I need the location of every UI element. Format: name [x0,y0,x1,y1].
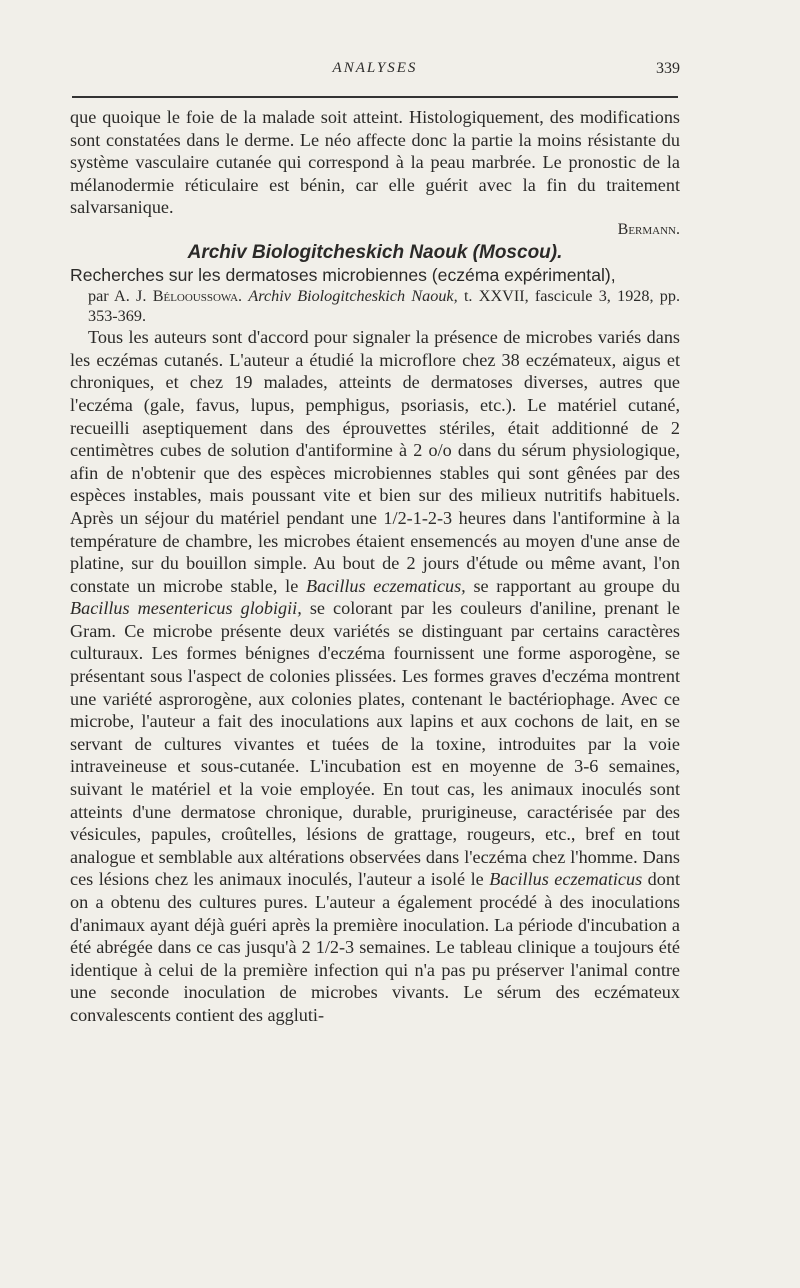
citation-author: Bélooussowa. [152,287,243,306]
species-name-3: Bacillus eczematicus [489,869,643,890]
citation-journal: Archiv Biologitcheskich Naouk, [248,287,458,306]
body-text-2: se rapportant au groupe du [473,575,681,596]
header-rule [72,96,678,98]
article-body-paragraph [70,326,680,1026]
page-body [70,106,680,1027]
citation-details: t. XXVII, fascicule 3, 1928, pp. 353-369. [88,287,681,326]
article-citation [70,286,680,326]
species-name-2: Bacillus mesentericus globigii, [70,598,302,619]
body-text-4: dont on a obtenu des cultures pures. L'auteur a également procédé à des inoculations d'animaux ayant déjà guéri après la première inoculation. La période d'incubation a été abrégée dans ce cas jusqu'à 2 1/2-3 semaines. Le tableau clinique a toujours été identique à celui de la première infection qui n'a pas pu préserver l'animal contre une seconde inoculation de microbes vivants. Le sérum des eczémateux convalescents contient des aggluti- [70,869,680,1025]
article-title: Recherches sur les dermatoses microbiennes (eczéma expérimental), [70,265,616,286]
species-name-1: Bacillus eczematicus, [306,575,466,596]
citation-par: par A. J. [88,287,147,306]
continuation-paragraph: que quoique le foie de la malade soit atteint. Histologiquement, des modifications sont constatées dans le derme. Le néo affecte donc la partie la moins résistante du système vasculaire cutanée qui correspond à la peau marbrée. Le pronostic de la mélanodermie réticulaire est bénin, car elle guérit avec la fin du traitement salvarsanique. [70,107,680,218]
review-signature: Bermann. [617,220,680,238]
body-text-3: se colorant par les couleurs d'aniline, prenant le Gram. Ce microbe présente deux variétés se distinguant par certains caractères culturaux. Les formes bénignes d'eczéma fournissent une forme asporogène, se présentant sous l'aspect de colonies plissées. Les formes graves d'eczéma montrent une variété asprorogène, aux colonies plates, contenant le bactériophage. Avec ce microbe, l'auteur a fait des inoculations aux lapins et aux cochons de lait, en se servant de cultures vivantes et tuées de la toxine, introduites par la voie intraveineuse et sous-cutanée. L'incubation est en moyenne de 3-6 semaines, suivant le matériel et la voie employée. En tout cas, les animaux inoculés sont atteints d'une dermatose chronique, durable, prurigineuse, caractérisée par des vésicules, papules, croûtelles, lésions de grattage, rougeurs, etc., bref en tout analogue et semblable aux altérations observées dans l'eczéma chez l'homme. Dans ces lésions chez les animaux inoculés, l'auteur a isolé le [70,598,680,890]
body-text-1: Tous les auteurs sont d'accord pour signaler la présence de microbes variés dans les eczémas cutanés. L'auteur a étudié la microflore chez 38 eczémateux, aigus et chroniques, et chez 19 malades, atteints de dermatoses diverses, autres que l'eczéma (gale, favus, lupus, pemphigus, psoriasis, etc.). Le matériel cutané, recueilli aseptiquement dans des éprouvettes stériles, était additionné de 2 centimètres cubes de solution d'antiformine à 2 o/o dans du sérum physiologique, afin de n'obtenir que des espèces microbiennes stables qui sont gênées par des espèces instables, mais poussant vite et bien sur des milieux nutritifs habituels. Après un séjour du matériel pendant une 1/2-1-2-3 heures dans l'antiformine à la température de chambre, les microbes étaient ensemencés au moyen d'une anse de platine, sur du bouillon simple. Au bout de 2 jours d'étude ou même avant, l'on constate un microbe stable, le [70,327,680,596]
journal-heading: Archiv Biologitcheskich Naouk (Moscou). [187,241,563,263]
page-header [70,60,680,86]
running-head: ANALYSES [332,60,418,76]
page-number: 339 [656,60,680,77]
